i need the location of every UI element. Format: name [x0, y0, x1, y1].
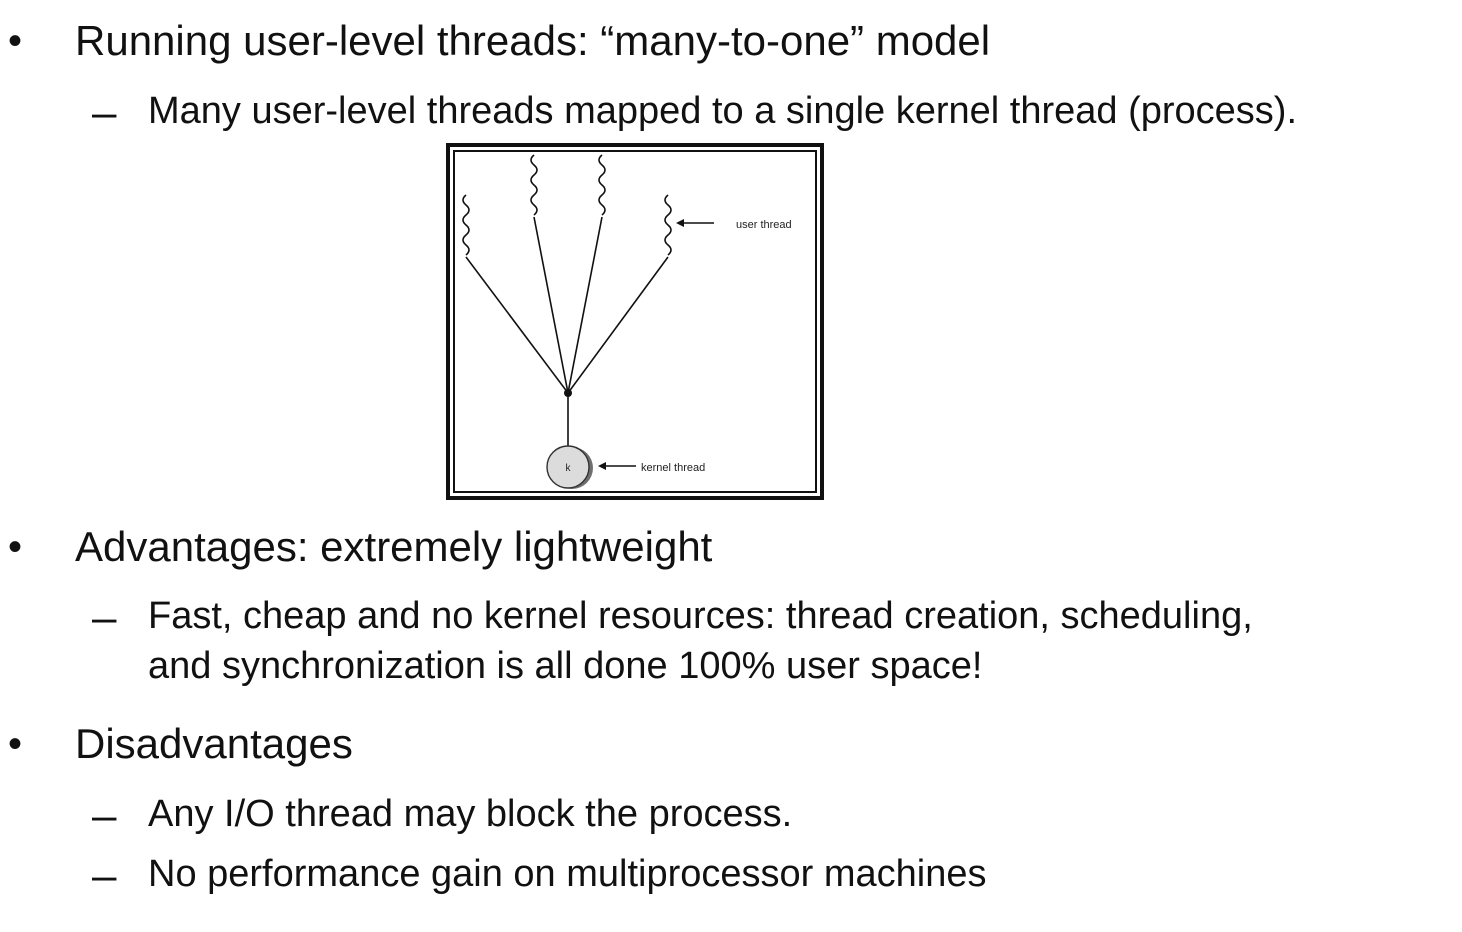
diagram-outer-border — [448, 145, 822, 498]
subitem-fast-cheap-continued: and synchronization is all done 100% user space! — [148, 645, 983, 687]
bullet-advantages: Advantages: extremely lightweight — [75, 523, 713, 570]
dash-marker: – — [92, 791, 117, 840]
user-thread-label: user thread — [736, 219, 792, 231]
bullet-running-user-level-threads: Running user-level threads: “many-to-one” model — [75, 17, 991, 64]
many-to-one-svg — [446, 143, 824, 500]
dash-marker: – — [92, 851, 117, 900]
subitem-fast-cheap: Fast, cheap and no kernel resources: thread creation, scheduling, — [148, 595, 1253, 637]
dash-marker: – — [92, 88, 117, 137]
kernel-node-label: k — [565, 463, 571, 474]
many-to-one-diagram — [446, 143, 824, 500]
subitem-no-performance-gain: No performance gain on multiprocessor machines — [148, 853, 987, 895]
bullet-marker: • — [8, 19, 23, 63]
dash-marker: – — [92, 593, 117, 642]
subitem-many-user-level-threads: Many user-level threads mapped to a single kernel thread (process). — [148, 90, 1298, 132]
bullet-marker: • — [8, 525, 23, 569]
subitem-io-blocks: Any I/O thread may block the process. — [148, 793, 793, 835]
kernel-thread-label: kernel thread — [641, 462, 706, 474]
bullet-disadvantages: Disadvantages — [75, 720, 353, 767]
bullet-marker: • — [8, 722, 23, 766]
